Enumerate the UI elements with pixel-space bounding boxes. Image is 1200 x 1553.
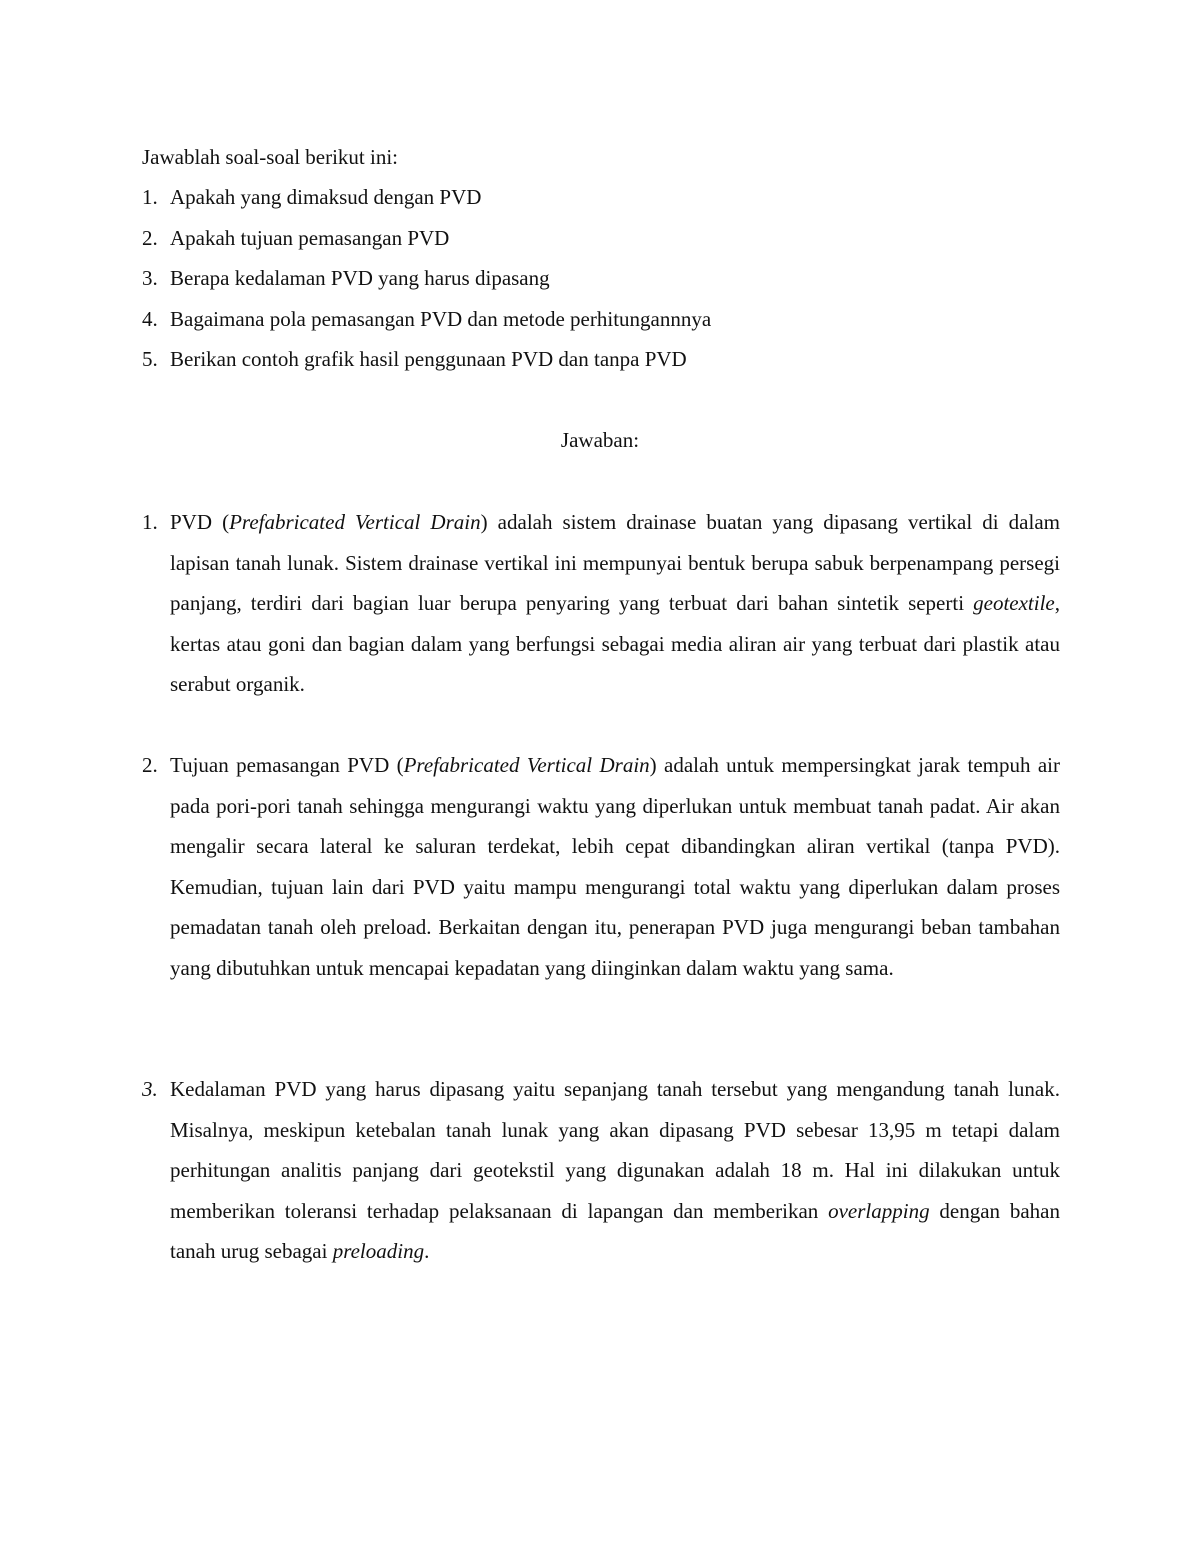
answer-text: ) adalah sistem drainase buatan yang dipasang vertikal di dalam lapisan tanah lunak. Sistem drainase vertikal ini mempunyai bentuk berupa sabuk berpenampang persegi panjang, terdiri dari bagian luar berupa penyaring yang terbuat dari bahan sintetik seperti [170, 510, 1060, 615]
question-item [142, 228, 449, 249]
answer-body [170, 745, 1060, 988]
answer-2 [142, 745, 1060, 988]
questions-intro: Jawablah soal-soal berikut ini: [142, 145, 399, 169]
answer-italic-term: preloading [332, 1239, 425, 1263]
answer-text: dengan bahan tanah urug sebagai [170, 1198, 1060, 1263]
question-number: 2. [142, 226, 158, 250]
answer-number: 1. [142, 510, 158, 534]
answer-body [170, 502, 1060, 705]
answer-body [170, 1069, 1060, 1272]
answer-3 [142, 1069, 1060, 1272]
answer-text: Tujuan pemasangan PVD ( [170, 753, 404, 777]
answer-text: ) adalah untuk mempersingkat jarak tempuh air pada pori-pori tanah sehingga mengurangi waktu yang diperlukan untuk membuat tanah padat. Air akan mengalir secara lateral ke saluran terdekat, lebih cepat dibandingkan aliran vertikal (tanpa PVD). Kemudian, tujuan lain dari PVD yaitu mampu mengurangi total waktu yang diperlukan dalam proses pemadatan tanah oleh preload. Berkaitan dengan itu, penerapan PVD juga mengurangi beban tambahan yang dibutuhkan untuk mencapai kepadatan yang diinginkan dalam waktu yang sama. [170, 753, 1060, 980]
answer-text: PVD ( [170, 510, 230, 534]
question-number: 1. [142, 185, 158, 209]
question-item [142, 309, 711, 330]
answer-number: 3. [142, 1077, 158, 1101]
answer-1 [142, 502, 1060, 705]
question-text: Apakah tujuan pemasangan PVD [170, 226, 450, 250]
question-number: 3. [142, 266, 158, 290]
answers-title: Jawaban: [560, 428, 640, 452]
question-number: 4. [142, 307, 158, 331]
question-text: Bagaimana pola pemasangan PVD dan metode perhitungannnya [170, 307, 712, 331]
answer-italic-term: Prefabricated Vertical Drain [403, 753, 650, 777]
question-item [142, 268, 550, 289]
answer-text: Kedalaman PVD yang harus dipasang yaitu sepanjang tanah tersebut yang mengandung tanah lunak. Misalnya, meskipun ketebalan tanah lunak yang akan dipasang PVD sebesar 13,95 m tetapi dalam perhitungan analitis panjang dari geotekstil yang digunakan adalah 18 m. Hal ini dilakukan untuk memberikan toleransi terhadap pelaksanaan di lapangan dan memberikan [170, 1077, 1060, 1223]
question-text: Berikan contoh grafik hasil penggunaan PVD dan tanpa PVD [170, 347, 687, 371]
question-item [142, 349, 687, 370]
answer-italic-term: geotextile [973, 591, 1055, 615]
answer-italic-term: overlapping [828, 1198, 930, 1223]
answer-number: 2. [142, 753, 158, 777]
question-item [142, 187, 481, 208]
answer-italic-term: Prefabricated Vertical Drain [229, 510, 481, 534]
answer-text: . [424, 1239, 430, 1263]
question-text: Berapa kedalaman PVD yang harus dipasang [170, 266, 550, 290]
question-text: Apakah yang dimaksud dengan PVD [170, 185, 482, 209]
answer-text: , kertas atau goni dan bagian dalam yang berfungsi sebagai media aliran air yang terbuat dari plastik atau serabut organik. [170, 591, 1060, 696]
question-number: 5. [142, 347, 158, 371]
